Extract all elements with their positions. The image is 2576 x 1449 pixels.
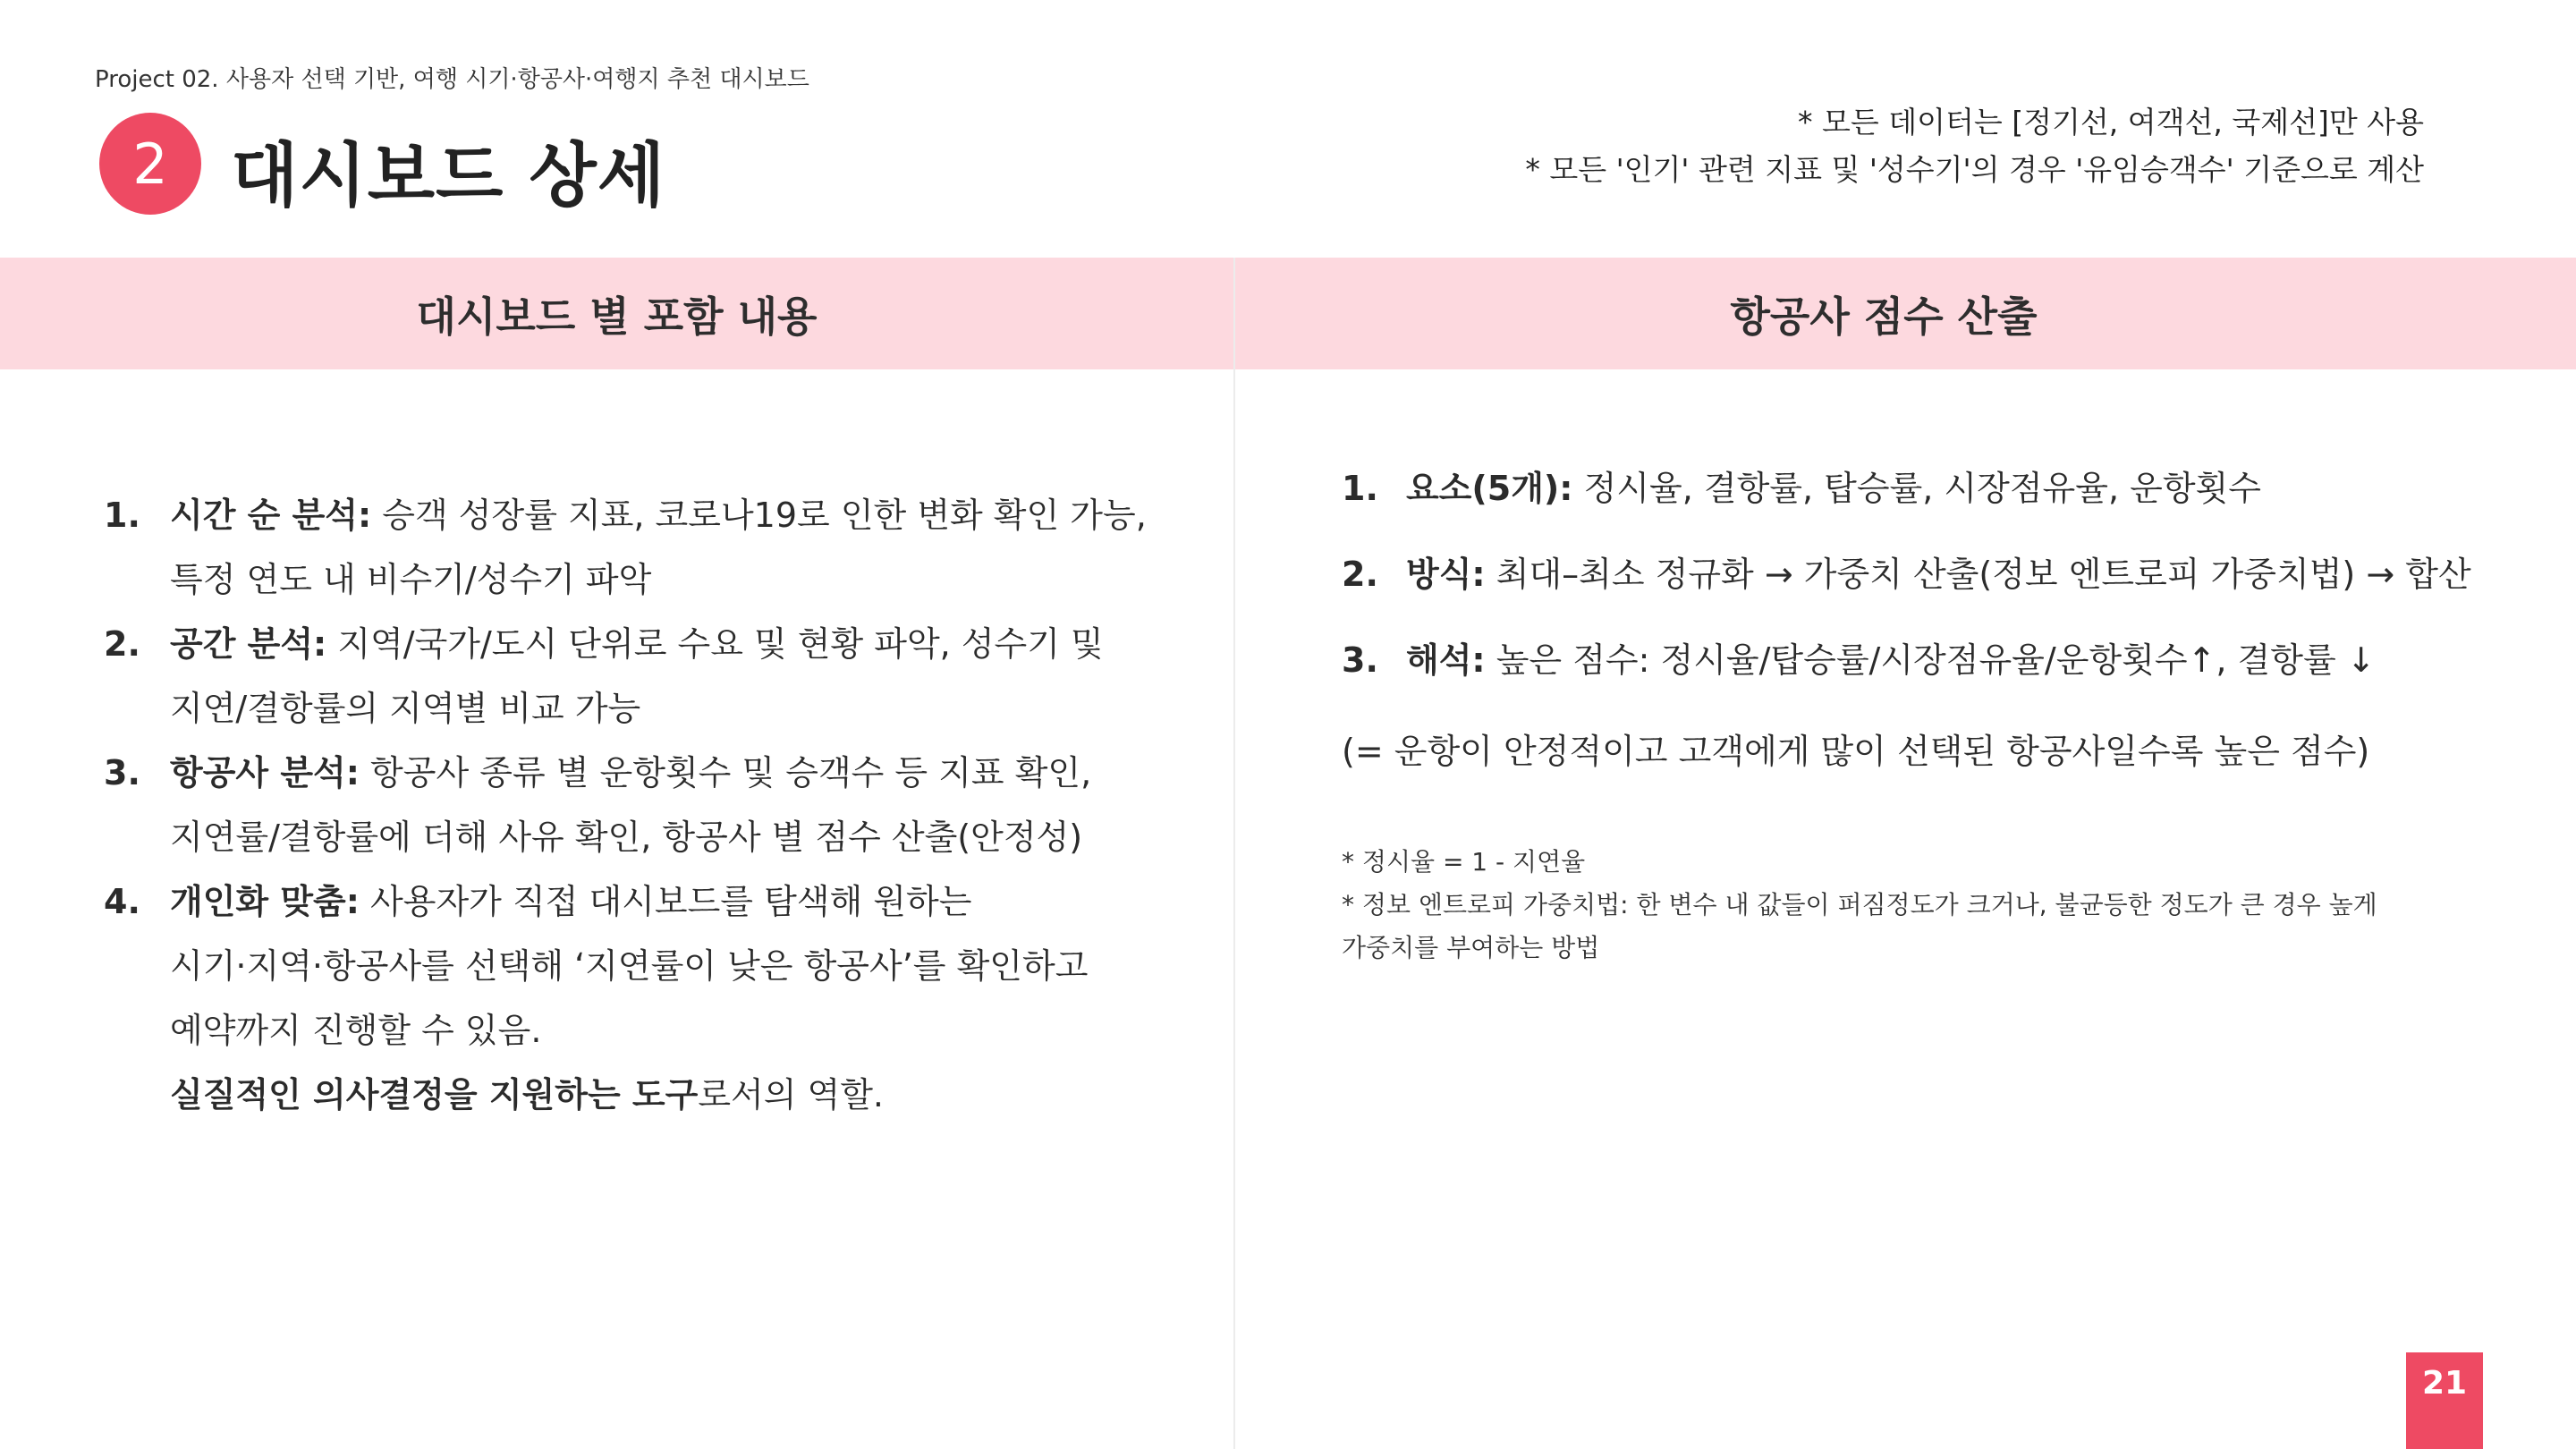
project-label: Project 02. 사용자 선택 기반, 여행 시기·항공사·여행지 추천 대시보드: [95, 66, 809, 93]
dashboard-contents-list: [104, 483, 1147, 1127]
item-text: 지역/국가/도시 단위로 수요 및 현황 파악, 성수기 및: [326, 624, 1104, 664]
item-text: 사용자가 직접 대시보드를 탐색해 원하는: [359, 882, 972, 921]
airline-score-list: [1342, 462, 2471, 719]
item-line: [170, 483, 1147, 547]
list-item: [104, 869, 1147, 1127]
item-line: [170, 869, 1147, 934]
list-item: [104, 612, 1147, 741]
item-number: 1.: [1342, 469, 1378, 508]
item-text: 정시율, 결항률, 탑승률, 시장점유율, 운항횟수: [1572, 469, 2261, 508]
item-line: [170, 741, 1147, 805]
list-item: [1342, 547, 2471, 601]
item-text: 승객 성장률 지표, 코로나19로 인한 변화 확인 가능,: [371, 496, 1147, 535]
item-line: [170, 1063, 1147, 1127]
data-note-2: * 모든 '인기' 관련 지표 및 '성수기'의 경우 '유임승객수' 기준으로 계산: [1525, 152, 2424, 187]
item-line: 지연률/결항률에 더해 사유 확인, 항공사 별 점수 산출(안정성): [170, 818, 1083, 857]
item-number: 3.: [1342, 640, 1378, 680]
data-note-1: * 모든 데이터는 [정기선, 여객선, 국제선]만 사용: [1798, 105, 2424, 140]
right-column-title: 항공사 점수 산출: [1730, 292, 2038, 341]
column-divider: [1233, 258, 1235, 1449]
item-line: 예약까지 진행할 수 있음.: [170, 1011, 542, 1050]
item-number: 3.: [104, 753, 140, 792]
item-line: 특정 연도 내 비수기/성수기 파악: [170, 560, 652, 599]
item-text: 최대–최소 정규화 → 가중치 산출(정보 엔트로피 가중치법) → 합산: [1485, 555, 2471, 594]
page-number: 21: [2406, 1352, 2483, 1449]
item-line: 지연/결항률의 지역별 비교 가능: [170, 689, 641, 728]
emphasis-tail: 로서의 역할.: [698, 1075, 885, 1114]
item-label: 공간 분석:: [170, 624, 327, 664]
list-item: [104, 483, 1147, 612]
item-label: 요소(5개):: [1406, 469, 1573, 508]
item-label: 해석:: [1406, 640, 1486, 680]
item-label: 방식:: [1406, 555, 1486, 594]
footnotes: [1342, 841, 2377, 970]
list-item: [1342, 462, 2471, 515]
left-column-title: 대시보드 별 포함 내용: [416, 292, 818, 341]
item-line: [170, 612, 1147, 676]
item-label: 항공사 분석:: [170, 753, 360, 792]
item-number: 2.: [1342, 555, 1378, 594]
section-number-badge: 2: [99, 113, 201, 215]
footnote-line: 가중치를 부여하는 방법: [1342, 933, 1600, 962]
item-text: 항공사 종류 별 운항횟수 및 승객수 등 지표 확인,: [359, 753, 1092, 792]
item-number: 2.: [104, 624, 140, 664]
item-number: 1.: [104, 496, 140, 535]
item-number: 4.: [104, 882, 140, 921]
list-item: [1342, 633, 2471, 687]
item-text: 높은 점수: 정시율/탑승률/시장점유율/운항횟수↑, 결항률 ↓: [1485, 640, 2376, 680]
list-item: [104, 741, 1147, 869]
item-line: 시기·지역·항공사를 선택해 ‘지연률이 낮은 항공사’를 확인하고: [170, 946, 1089, 986]
item-label: 시간 순 분석:: [170, 496, 372, 535]
footnote-line: * 정보 엔트로피 가중치법: 한 변수 내 값들이 퍼짐정도가 크거나, 불균등한 정도가 큰 경우 높게: [1342, 890, 2377, 919]
item-label: 개인화 맞춤:: [170, 882, 360, 921]
footnote-line: * 정시율 = 1 - 지연율: [1342, 847, 1586, 877]
emphasis-text: 실질적인 의사결정을 지원하는 도구: [170, 1075, 699, 1114]
score-interpretation: (= 운항이 안정적이고 고객에게 많이 선택된 항공사일수록 높은 점수): [1342, 732, 2370, 771]
page-title: 대시보드 상세: [231, 136, 666, 216]
